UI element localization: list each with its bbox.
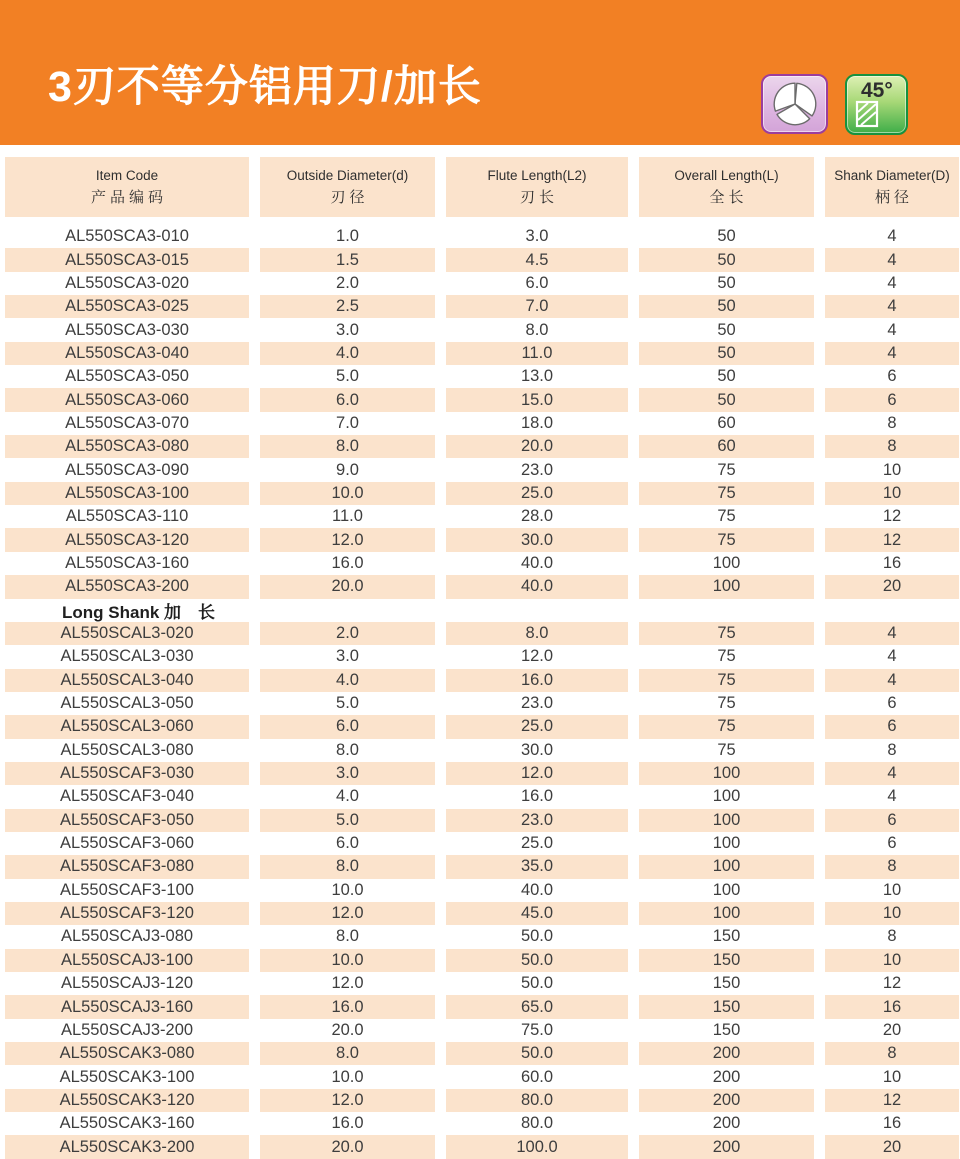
item-code-cell: AL550SCAL3-050 (60, 694, 194, 713)
table-row (5, 412, 960, 435)
value-cell: 50 (639, 295, 814, 318)
value-cell: 200 (712, 1067, 741, 1086)
table-row (5, 809, 960, 832)
chamfer-angle-label: 45° (861, 79, 893, 102)
value-cell: 10 (825, 482, 959, 505)
column-header-en: Overall Length(L) (674, 167, 779, 183)
value-cell: 12 (825, 1089, 959, 1112)
table-row (5, 879, 960, 902)
table-row (5, 645, 960, 668)
value-cell: 12.0 (260, 1089, 435, 1112)
value-cell: 20.0 (260, 575, 435, 598)
table-row (5, 669, 960, 692)
value-cell: 4 (825, 342, 959, 365)
value-cell: 1.0 (336, 227, 359, 246)
value-cell: 18.0 (520, 413, 554, 432)
column-header-zh: 产品编码 (90, 188, 167, 206)
value-cell: 50.0 (446, 949, 628, 972)
value-cell: 7.0 (336, 413, 359, 432)
value-cell: 200 (639, 1089, 814, 1112)
value-cell: 1.5 (260, 248, 435, 271)
table-row (5, 925, 960, 948)
item-code-cell: AL550SCAF3-120 (5, 902, 249, 925)
value-cell: 7.0 (446, 295, 628, 318)
table-row (5, 902, 960, 925)
item-code-cell: AL550SCA3-010 (65, 227, 189, 246)
item-code-cell: AL550SCA3-080 (5, 435, 249, 458)
value-cell: 65.0 (446, 995, 628, 1018)
value-cell: 100 (639, 855, 814, 878)
table-row (5, 972, 960, 995)
column-header-zh: 全长 (709, 188, 748, 206)
value-cell: 12.0 (520, 647, 554, 666)
column-header-zh: 刃径 (330, 188, 369, 206)
item-code-cell: AL550SCAJ3-080 (60, 927, 194, 946)
value-cell: 25.0 (446, 715, 628, 738)
item-code-cell: AL550SCAL3-040 (5, 669, 249, 692)
table-header-row (5, 157, 960, 217)
value-cell: 100 (639, 762, 814, 785)
column-header-en: Outside Diameter(d) (286, 167, 409, 183)
value-cell: 80.0 (446, 1089, 628, 1112)
table-row (5, 1019, 960, 1042)
item-code-cell: AL550SCAK3-120 (5, 1089, 249, 1112)
item-code-cell: AL550SCAJ3-200 (60, 1020, 194, 1039)
value-cell: 10.0 (260, 482, 435, 505)
item-code-cell: AL550SCAF3-050 (5, 809, 249, 832)
table-row (5, 365, 960, 388)
column-header-zh: 刃长 (519, 188, 558, 206)
value-cell: 5.0 (336, 694, 359, 713)
value-cell: 2.0 (336, 273, 359, 292)
item-code-cell: AL550SCAK3-160 (59, 1114, 195, 1133)
column-header-5 (825, 157, 959, 217)
value-cell: 100 (712, 834, 741, 853)
value-cell: 150 (639, 995, 814, 1018)
value-cell: 23.0 (520, 460, 554, 479)
table-row (5, 528, 960, 551)
item-code-cell: AL550SCAL3-060 (5, 715, 249, 738)
table-row (5, 739, 960, 762)
value-cell: 12.0 (260, 528, 435, 551)
column-header-1 (5, 157, 249, 217)
value-cell: 150 (712, 927, 741, 946)
value-cell: 4.0 (260, 669, 435, 692)
value-cell: 23.0 (520, 694, 554, 713)
table-row (5, 715, 960, 738)
value-cell: 40.0 (446, 575, 628, 598)
value-cell: 16.0 (520, 787, 554, 806)
value-cell: 50 (717, 273, 736, 292)
item-code-cell: AL550SCA3-025 (5, 295, 249, 318)
item-code-cell: AL550SCA3-020 (65, 273, 189, 292)
item-code-cell: AL550SCA3-120 (5, 528, 249, 551)
item-code-cell: AL550SCAF3-080 (5, 855, 249, 878)
value-cell: 8.0 (336, 927, 359, 946)
value-cell: 6.0 (260, 388, 435, 411)
value-cell: 25.0 (446, 482, 628, 505)
value-cell: 50.0 (520, 927, 554, 946)
value-cell: 10 (882, 880, 902, 899)
value-cell: 50 (717, 367, 736, 386)
value-cell: 10 (825, 902, 959, 925)
value-cell: 8 (887, 413, 897, 432)
value-cell: 23.0 (446, 809, 628, 832)
value-cell: 75 (717, 694, 736, 713)
value-cell: 50.0 (446, 1042, 628, 1065)
value-cell: 75 (639, 622, 814, 645)
value-cell: 60 (717, 413, 736, 432)
value-cell: 60.0 (520, 1067, 554, 1086)
value-cell: 6.0 (260, 715, 435, 738)
table-row (5, 762, 960, 785)
item-code-cell: AL550SCAK3-200 (5, 1135, 249, 1158)
table-row (5, 435, 960, 458)
table-row (5, 318, 960, 341)
value-cell: 3.0 (336, 647, 359, 666)
value-cell: 16.0 (446, 669, 628, 692)
item-code-cell: AL550SCAF3-040 (60, 787, 194, 806)
item-code-cell: AL550SCA3-100 (5, 482, 249, 505)
value-cell: 12.0 (260, 902, 435, 925)
value-cell: 10.0 (331, 1067, 364, 1086)
value-cell: 4 (825, 669, 959, 692)
value-cell: 75 (639, 715, 814, 738)
value-cell: 150 (712, 974, 741, 993)
value-cell: 75.0 (520, 1020, 554, 1039)
value-cell: 12 (882, 974, 902, 993)
value-cell: 4 (825, 622, 959, 645)
value-cell: 6 (887, 367, 897, 386)
item-code-cell: AL550SCA3-050 (65, 367, 189, 386)
value-cell: 8 (887, 740, 897, 759)
item-code-cell: AL550SCAF3-060 (60, 834, 194, 853)
chamfer-hatch-glyph (855, 100, 881, 128)
value-cell: 2.0 (260, 622, 435, 645)
value-cell: 4 (887, 227, 897, 246)
value-cell: 12.0 (446, 762, 628, 785)
chamfer-45-icon (845, 74, 908, 135)
value-cell: 16 (882, 553, 902, 572)
value-cell: 75 (639, 482, 814, 505)
table-row (5, 949, 960, 972)
value-cell: 12 (882, 507, 902, 526)
page-title: 3刃不等分铝用刀/加长 (48, 63, 482, 111)
value-cell: 50.0 (520, 974, 554, 993)
value-cell: 6 (887, 694, 897, 713)
product-table (0, 157, 960, 1159)
table-row (5, 342, 960, 365)
item-code-cell: AL550SCAJ3-160 (5, 995, 249, 1018)
value-cell: 75 (717, 507, 736, 526)
value-cell: 13.0 (520, 367, 554, 386)
three-flute-pie-glyph (769, 78, 821, 130)
value-cell: 30.0 (446, 528, 628, 551)
value-cell: 4 (887, 647, 897, 666)
item-code-cell: AL550SCA3-110 (65, 507, 189, 526)
value-cell: 20.0 (446, 435, 628, 458)
item-code-cell: AL550SCAL3-080 (60, 740, 194, 759)
value-cell: 200 (639, 1042, 814, 1065)
item-code-cell: AL550SCAF3-100 (60, 880, 194, 899)
item-code-cell: AL550SCA3-090 (65, 460, 189, 479)
value-cell: 4 (887, 320, 897, 339)
column-header-2 (260, 157, 435, 217)
value-cell: 75 (639, 669, 814, 692)
value-cell: 60 (639, 435, 814, 458)
value-cell: 45.0 (446, 902, 628, 925)
item-code-cell: AL550SCA3-030 (65, 320, 189, 339)
column-header-zh: 柄径 (874, 188, 913, 206)
value-cell: 8 (825, 1042, 959, 1065)
value-cell: 11.0 (332, 507, 363, 526)
column-header-3 (446, 157, 628, 217)
item-code-cell: AL550SCA3-015 (5, 248, 249, 271)
value-cell: 16.0 (331, 1114, 364, 1133)
table-row (5, 225, 960, 248)
value-cell: 4.0 (260, 342, 435, 365)
value-cell: 16 (825, 995, 959, 1018)
value-cell: 8 (825, 855, 959, 878)
value-cell: 50 (717, 320, 736, 339)
section-row (5, 599, 960, 622)
value-cell: 20 (825, 575, 959, 598)
value-cell: 100 (712, 787, 741, 806)
value-cell: 20.0 (331, 1020, 364, 1039)
value-cell: 10.0 (331, 880, 364, 899)
value-cell: 28.0 (520, 507, 554, 526)
table-body (0, 225, 960, 1159)
column-header-en: Flute Length(L2) (487, 167, 587, 183)
value-cell: 16.0 (331, 553, 364, 572)
value-cell: 5.0 (260, 809, 435, 832)
value-cell: 8.0 (525, 320, 549, 339)
value-cell: 6 (825, 388, 959, 411)
item-code-cell: AL550SCAJ3-120 (60, 974, 194, 993)
value-cell: 40.0 (520, 880, 554, 899)
value-cell: 16 (882, 1114, 902, 1133)
value-cell: 50 (639, 388, 814, 411)
item-code-cell: AL550SCAF3-030 (5, 762, 249, 785)
item-code-cell: AL550SCAK3-080 (5, 1042, 249, 1065)
value-cell: 100 (712, 880, 741, 899)
value-cell: 30.0 (520, 740, 554, 759)
column-header-en: Item Code (95, 167, 159, 183)
value-cell: 3.0 (525, 227, 549, 246)
value-cell: 25.0 (520, 834, 554, 853)
table-row (5, 388, 960, 411)
value-cell: 8.0 (336, 740, 359, 759)
value-cell: 8.0 (260, 435, 435, 458)
value-cell: 5.0 (336, 367, 359, 386)
column-header-4 (639, 157, 814, 217)
value-cell: 10 (882, 460, 902, 479)
value-cell: 12.0 (331, 974, 364, 993)
table-row (5, 1135, 960, 1158)
value-cell: 10 (882, 1067, 902, 1086)
item-code-cell: AL550SCAL3-020 (5, 622, 249, 645)
value-cell: 6.0 (525, 273, 549, 292)
page-banner (0, 0, 960, 145)
value-cell: 20.0 (260, 1135, 435, 1158)
value-cell: 100 (639, 575, 814, 598)
column-header-en: Shank Diameter(D) (834, 167, 950, 183)
value-cell: 4 (825, 295, 959, 318)
value-cell: 50 (639, 248, 814, 271)
value-cell: 8.0 (260, 1042, 435, 1065)
value-cell: 8 (887, 927, 897, 946)
value-cell: 100 (712, 553, 741, 572)
item-code-cell: AL550SCA3-040 (5, 342, 249, 365)
value-cell: 40.0 (520, 553, 554, 572)
value-cell: 80.0 (520, 1114, 554, 1133)
value-cell: 50 (639, 342, 814, 365)
value-cell: 10.0 (260, 949, 435, 972)
table-row (5, 692, 960, 715)
table-row (5, 1042, 960, 1065)
table-row (5, 785, 960, 808)
table-row (5, 458, 960, 481)
table-row (5, 552, 960, 575)
table-row (5, 622, 960, 645)
value-cell: 3.0 (336, 320, 359, 339)
value-cell: 20 (882, 1020, 902, 1039)
value-cell: 75 (717, 647, 736, 666)
item-code-cell: AL550SCAJ3-100 (5, 949, 249, 972)
item-code-cell: AL550SCA3-160 (65, 553, 189, 572)
table-row (5, 482, 960, 505)
value-cell: 100.0 (446, 1135, 628, 1158)
table-row (5, 1065, 960, 1088)
value-cell: 12 (825, 528, 959, 551)
item-code-cell: AL550SCA3-200 (5, 575, 249, 598)
value-cell: 75 (639, 528, 814, 551)
item-code-cell: AL550SCAK3-100 (59, 1067, 195, 1086)
item-code-cell: AL550SCA3-070 (65, 413, 189, 432)
value-cell: 3.0 (260, 762, 435, 785)
section-row-label: Long Shank 加 长 (62, 602, 215, 622)
value-cell: 6.0 (336, 834, 359, 853)
value-cell: 4 (887, 273, 897, 292)
value-cell: 11.0 (446, 342, 628, 365)
table-row (5, 1089, 960, 1112)
value-cell: 8.0 (446, 622, 628, 645)
value-cell: 150 (712, 1020, 741, 1039)
value-cell: 20 (825, 1135, 959, 1158)
value-cell: 6 (825, 715, 959, 738)
table-row (5, 295, 960, 318)
table-row (5, 575, 960, 598)
value-cell: 4 (887, 787, 897, 806)
value-cell: 200 (639, 1135, 814, 1158)
value-cell: 4.5 (446, 248, 628, 271)
table-row (5, 248, 960, 271)
value-cell: 100 (639, 902, 814, 925)
value-cell: 8 (825, 435, 959, 458)
value-cell: 200 (712, 1114, 741, 1133)
value-cell: 4 (825, 248, 959, 271)
flute-cross-section-icon (761, 74, 828, 134)
value-cell: 4.0 (336, 787, 359, 806)
value-cell: 6 (825, 809, 959, 832)
value-cell: 4 (825, 762, 959, 785)
value-cell: 15.0 (446, 388, 628, 411)
item-code-cell: AL550SCA3-060 (5, 388, 249, 411)
value-cell: 10 (825, 949, 959, 972)
value-cell: 16.0 (260, 995, 435, 1018)
table-row (5, 995, 960, 1018)
table-row (5, 272, 960, 295)
item-code-cell: AL550SCAL3-030 (60, 647, 194, 666)
value-cell: 8.0 (260, 855, 435, 878)
value-cell: 75 (717, 460, 736, 479)
table-row (5, 855, 960, 878)
value-cell: 2.5 (260, 295, 435, 318)
table-row (5, 505, 960, 528)
table-row (5, 832, 960, 855)
value-cell: 35.0 (446, 855, 628, 878)
value-cell: 9.0 (336, 460, 359, 479)
value-cell: 6 (887, 834, 897, 853)
table-row (5, 1112, 960, 1135)
value-cell: 75 (717, 740, 736, 759)
value-cell: 100 (639, 809, 814, 832)
value-cell: 50 (717, 227, 736, 246)
value-cell: 150 (639, 949, 814, 972)
